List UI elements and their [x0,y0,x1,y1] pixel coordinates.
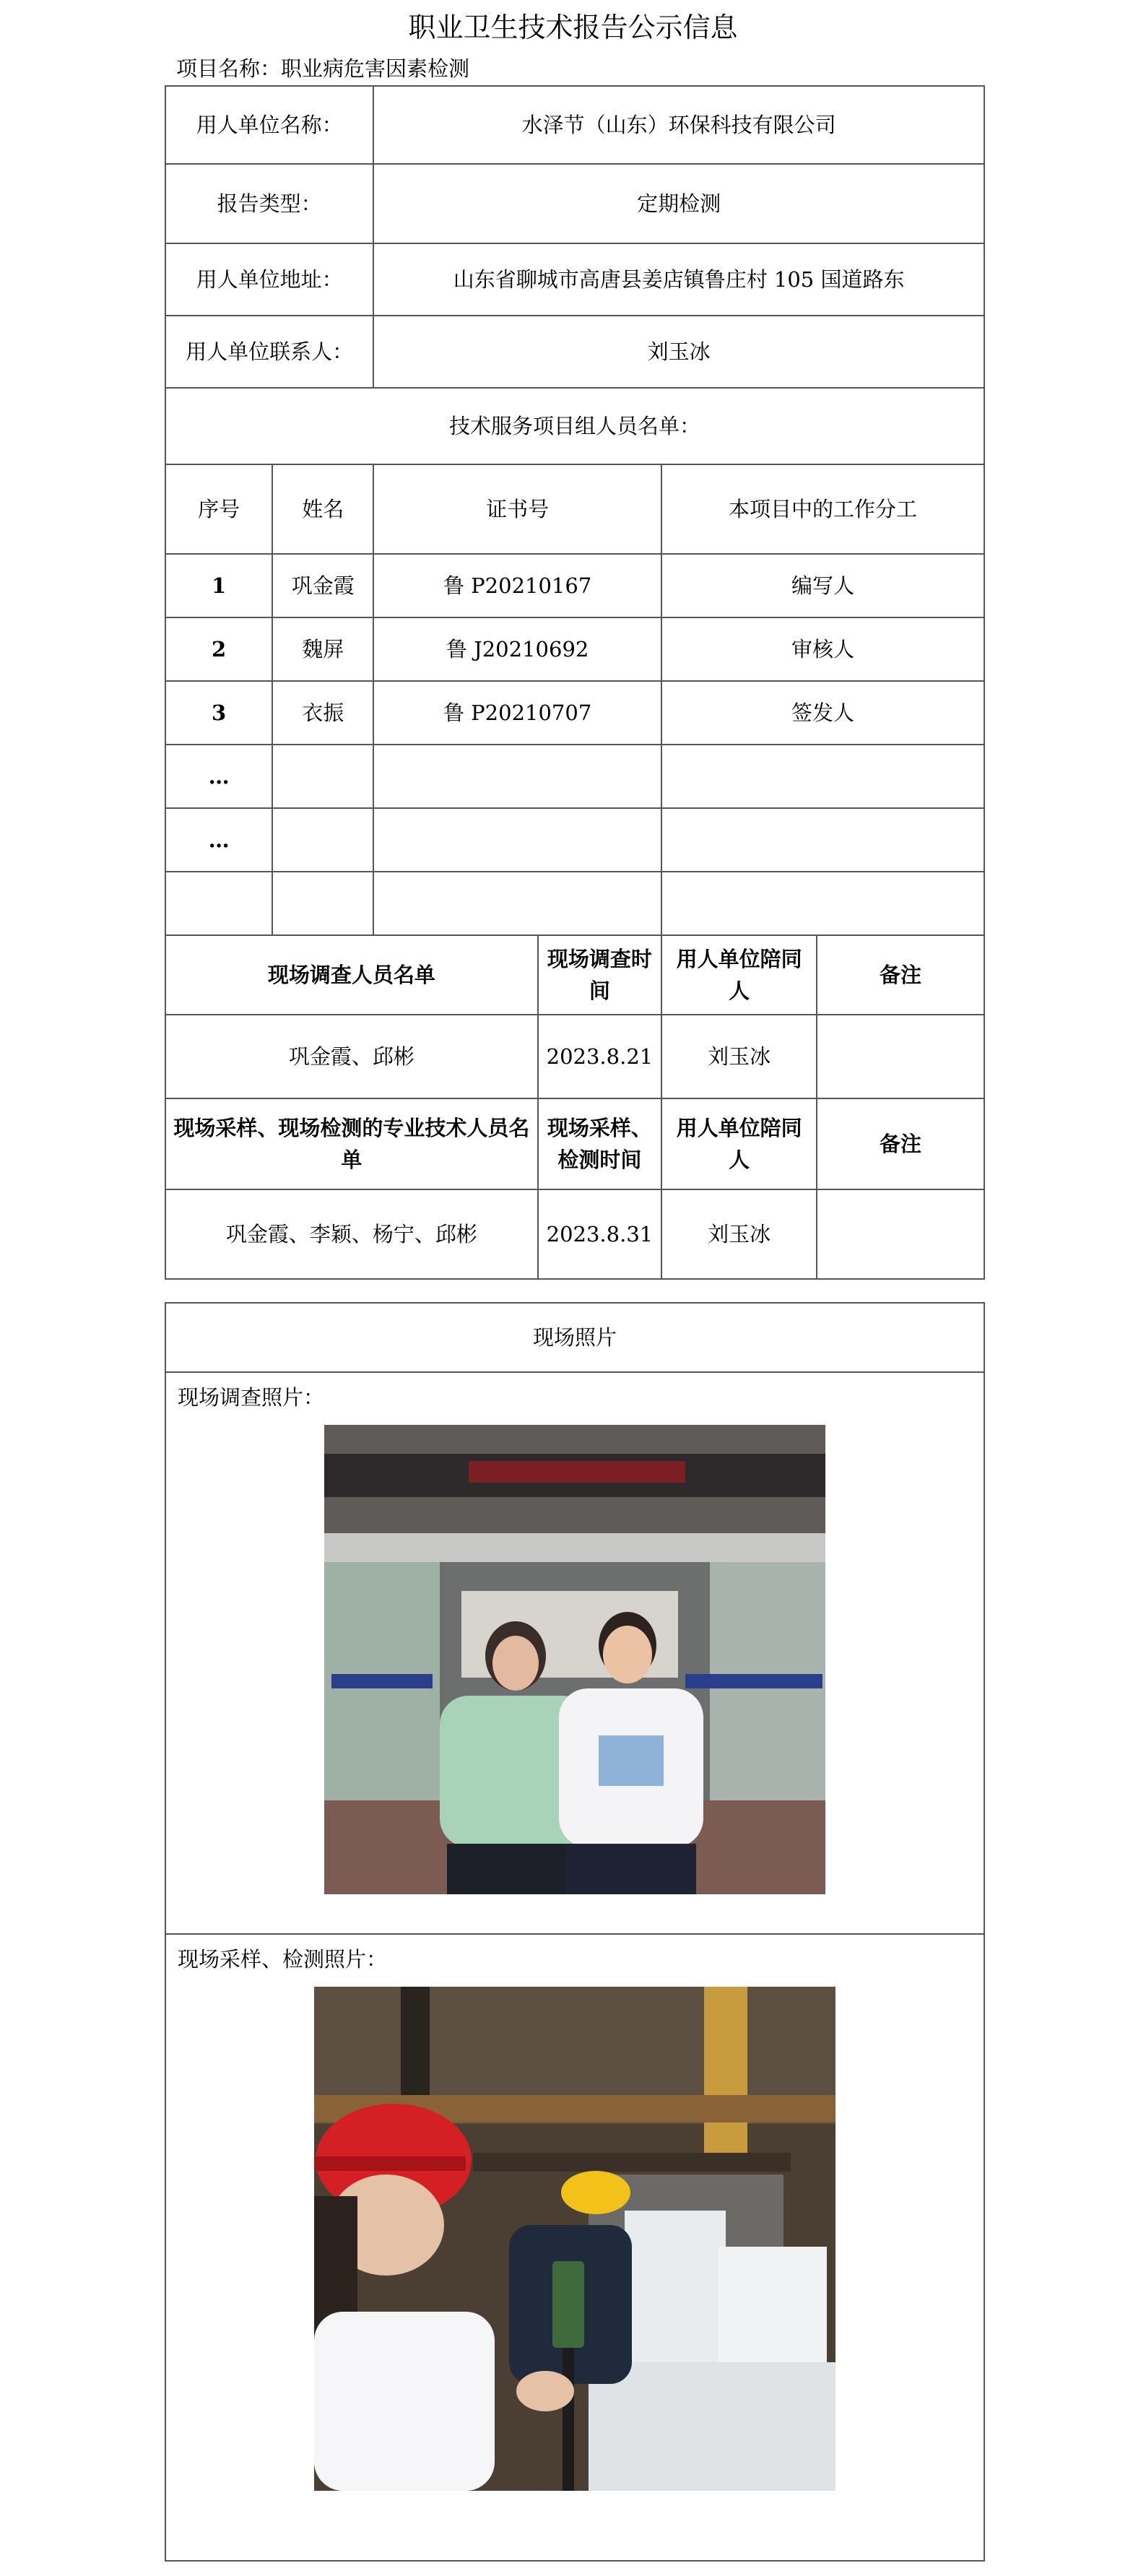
survey-header-names: 现场调查人员名单 [165,935,538,1015]
team-role: 编写人 [661,554,984,617]
survey-photo-cell [165,1372,984,1934]
survey-names: 巩金霞、邱彬 [165,1015,538,1098]
info-value: 水泽节（山东）环保科技有限公司 [373,86,984,164]
sampling-photo-cell [165,1934,984,2561]
sampling-header-row [165,1098,984,1189]
team-header-no: 序号 [165,464,272,554]
photos-title: 现场照片 [165,1303,984,1372]
project-name-label: 项目名称： [176,56,282,81]
survey-photo-label: 现场调查照片： [178,1385,325,1410]
team-cert [373,745,661,808]
team-header-cert: 证书号 [373,464,661,554]
photos-table [165,1302,985,2562]
team-cert: 鲁 P20210707 [373,681,661,745]
info-row-contact [165,316,984,388]
team-role [661,872,984,935]
survey-time: 2023.8.21 [538,1015,661,1098]
survey-header-row [165,935,984,1015]
team-header-row [165,464,984,554]
info-row-company [165,86,984,164]
sampling-names: 巩金霞、李颖、杨宁、邱彬 [165,1189,538,1279]
info-label: 用人单位地址： [165,243,373,316]
table-row [165,745,984,808]
info-label: 报告类型： [165,164,373,243]
team-name: 衣振 [272,681,373,745]
team-title: 技术服务项目组人员名单： [165,388,984,464]
sampling-time: 2023.8.31 [538,1189,661,1279]
sampling-row [165,1189,984,1279]
survey-photo-image [324,1425,825,1894]
team-cert: 鲁 P20210167 [373,554,661,617]
team-header-role: 本项目中的工作分工 [661,464,984,554]
team-cert [373,872,661,935]
team-header-name: 姓名 [272,464,373,554]
project-name-value: 职业病危害因素检测 [281,56,470,81]
sampling-note [817,1189,984,1279]
team-role: 签发人 [661,681,984,745]
team-role: 审核人 [661,617,984,681]
team-title-row [165,388,984,464]
info-row-report-type [165,164,984,243]
info-value: 刘玉冰 [373,316,984,388]
team-role [661,808,984,872]
team-no [165,872,272,935]
survey-escort: 刘玉冰 [661,1015,817,1098]
team-role [661,745,984,808]
page-title: 职业卫生技术报告公示信息 [408,12,738,43]
sampling-header-names: 现场采样、现场检测的专业技术人员名单 [165,1098,538,1189]
table-row [165,554,984,617]
team-cert: 鲁 J20210692 [373,617,661,681]
survey-header-note: 备注 [817,935,984,1015]
survey-photo [324,1425,825,1894]
sampling-header-time: 现场采样、检测时间 [538,1098,661,1189]
team-name: 巩金霞 [272,554,373,617]
table-row [165,808,984,872]
team-no: … [165,745,272,808]
sampling-photo [314,1987,835,2491]
sampling-header-note: 备注 [817,1098,984,1189]
team-no: … [165,808,272,872]
team-name: 魏屏 [272,617,373,681]
team-name [272,872,373,935]
sampling-photo-label: 现场采样、检测照片： [178,1947,388,1972]
survey-header-escort: 用人单位陪同人 [661,935,817,1015]
sampling-escort: 刘玉冰 [661,1189,817,1279]
sampling-photo-image [314,1987,835,2491]
team-no: 2 [165,617,272,681]
survey-note [817,1015,984,1098]
table-row [165,681,984,745]
table-row [165,617,984,681]
team-name [272,745,373,808]
info-table [165,85,985,1280]
table-row [165,872,984,935]
info-row-address [165,243,984,316]
sampling-header-escort: 用人单位陪同人 [661,1098,817,1189]
survey-header-time: 现场调查时间 [538,935,661,1015]
info-label: 用人单位名称： [165,86,373,164]
info-value: 定期检测 [373,164,984,243]
project-name-line [176,52,469,85]
survey-row [165,1015,984,1098]
team-name [272,808,373,872]
info-value: 山东省聊城市高唐县姜店镇鲁庄村 105 国道路东 [373,243,984,316]
team-no: 3 [165,681,272,745]
info-label: 用人单位联系人： [165,316,373,388]
team-cert [373,808,661,872]
team-no: 1 [165,554,272,617]
